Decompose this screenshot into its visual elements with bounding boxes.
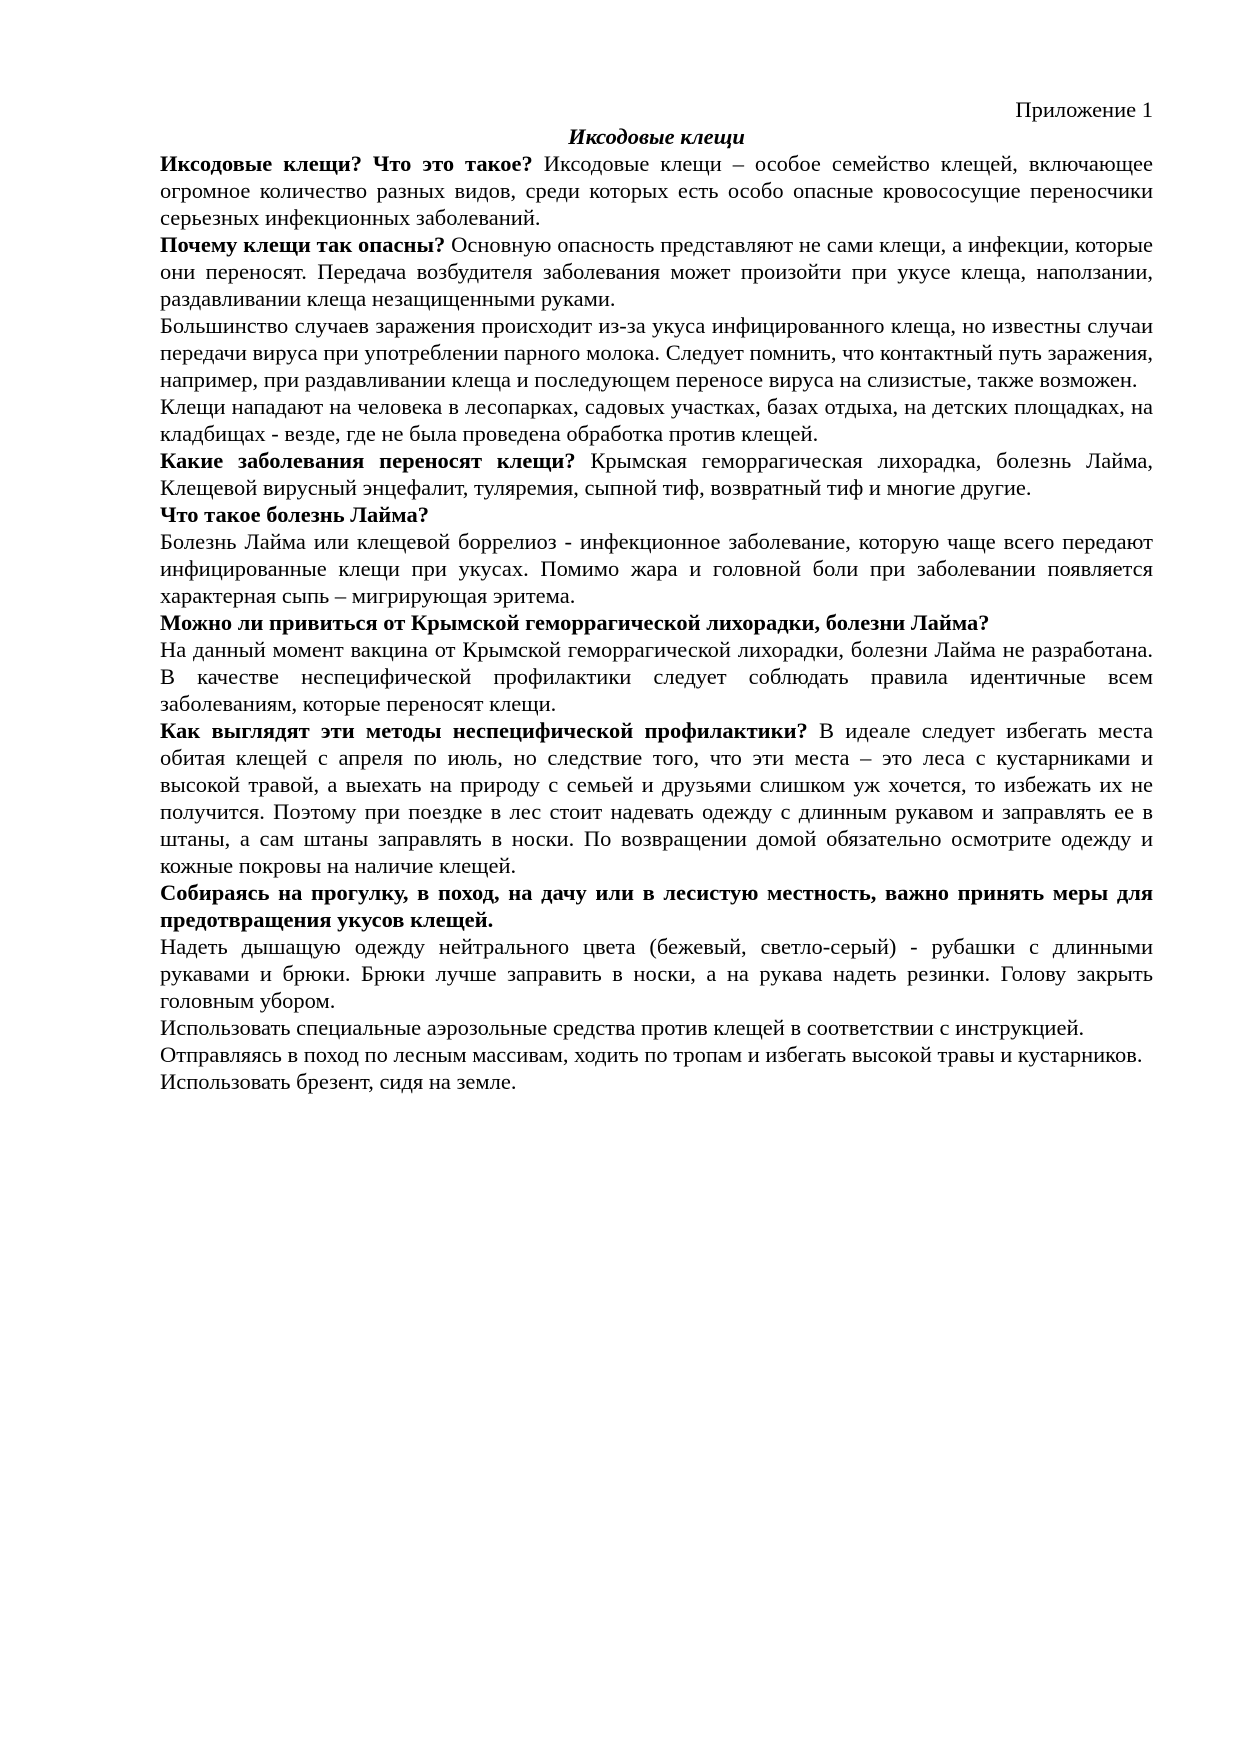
para-aerosol-advice bbox=[160, 1014, 1153, 1041]
heading-lyme-disease bbox=[160, 501, 1153, 528]
paragraph-text: Большинство случаев заражения происходит из-за укуса инфицированного клеща, но известны случаи передачи вируса при употреблении парного молока. Следует помнить, что контактный путь заражения, например, при раздавливании клеща и последующем переносе вируса на слизистые, также возможен. bbox=[160, 313, 1153, 392]
para-hiking-advice bbox=[160, 1041, 1153, 1068]
paragraph-lead: Иксодовые клещи? Что это такое? bbox=[160, 151, 533, 176]
para-infection-cases bbox=[160, 312, 1153, 393]
para-lyme-description bbox=[160, 528, 1153, 609]
para-what-are-ticks bbox=[160, 150, 1153, 231]
paragraph-lead: Можно ли привиться от Крымской геморрагической лихорадки, болезни Лайма? bbox=[160, 610, 990, 635]
paragraph-text: Болезнь Лайма или клещевой боррелиоз - инфекционное заболевание, которую чаще всего передают инфицированные клещи при укусах. Помимо жара и головной боли при заболевании появляется характерная сыпь – мигрирующая эритема. bbox=[160, 529, 1153, 608]
heading-vaccine-question bbox=[160, 609, 1153, 636]
paragraph-text: Отправляясь в поход по лесным массивам, ходить по тропам и избегать высокой травы и кустарников. bbox=[160, 1042, 1143, 1067]
paragraph-lead: Как выглядят эти методы неспецифической профилактики? bbox=[160, 718, 808, 743]
appendix-label: Приложение 1 bbox=[1015, 97, 1153, 122]
paragraph-text: Клещи нападают на человека в лесопарках, садовых участках, базах отдыха, на детских площадках, на кладбищах - везде, где не была проведена обработка против клещей. bbox=[160, 394, 1153, 446]
para-diseases-carried bbox=[160, 447, 1153, 501]
para-walk-warning bbox=[160, 879, 1153, 933]
paragraph-text: На данный момент вакцина от Крымской геморрагической лихорадки, болезни Лайма не разработана. В качестве неспецифической профилактики следует соблюдать правила идентичные всем заболеваниям, которые переносят клещи. bbox=[160, 637, 1153, 716]
paragraph-text: Надеть дышащую одежду нейтрального цвета (бежевый, светло-серый) - рубашки с длинными рукавами и брюки. Брюки лучше заправить в носки, а на рукава надеть резинки. Голову закрыть головным убором. bbox=[160, 934, 1153, 1013]
para-prevention-methods bbox=[160, 717, 1153, 879]
para-where-ticks-attack bbox=[160, 393, 1153, 447]
para-why-dangerous bbox=[160, 231, 1153, 312]
paragraph-text: Основную опасность представляют не сами клещи, а инфекции, которые они переносят. Передача возбудителя заболевания может произойти при укусе клеща, наползании, раздавливании клеща незащищенными руками. bbox=[160, 232, 1154, 311]
paragraph-text: Крымская геморрагическая лихорадка, болезнь Лайма, Клещевой вирусный энцефалит, туляремия, сыпной тиф, возвратный тиф и многие другие. bbox=[160, 448, 1154, 500]
paragraph-text: Использовать специальные аэрозольные средства против клещей в соответствии с инструкцией. bbox=[160, 1015, 1085, 1040]
paragraph-text: Использовать брезент, сидя на земле. bbox=[160, 1069, 517, 1094]
paragraph-lead: Какие заболевания переносят клещи? bbox=[160, 448, 576, 473]
document-title: Иксодовые клещи bbox=[568, 124, 745, 149]
para-vaccine-answer bbox=[160, 636, 1153, 717]
paragraph-text: В идеале следует избегать места обитая клещей с апреля по июль, но следствие того, что эти места – это леса с кустарниками и высокой травой, а выехать на природу с семьей и друзьями слишком уж хочется, то избежать их не получится. Поэтому при поездке в лес стоит надевать одежду с длинным рукавом и заправлять ее в штаны, а сам штаны заправлять в носки. По возвращении домой обязательно осмотрите одежду и кожные покровы на наличие клещей. bbox=[160, 718, 1153, 878]
para-clothing-advice bbox=[160, 933, 1153, 1014]
paragraph-lead: Что такое болезнь Лайма? bbox=[160, 502, 429, 527]
paragraph-lead: Почему клещи так опасны? bbox=[160, 232, 446, 257]
paragraph-text: Иксодовые клещи – особое семейство клещей, включающее огромное количество разных видов, среди которых есть особо опасные кровососущие переносчики серьезных инфекционных заболеваний. bbox=[160, 151, 1154, 230]
para-tarp-advice bbox=[160, 1068, 1153, 1095]
paragraph-lead: Собираясь на прогулку, в поход, на дачу или в лесистую местность, важно принять меры для предотвращения укусов клещей. bbox=[160, 880, 1153, 932]
